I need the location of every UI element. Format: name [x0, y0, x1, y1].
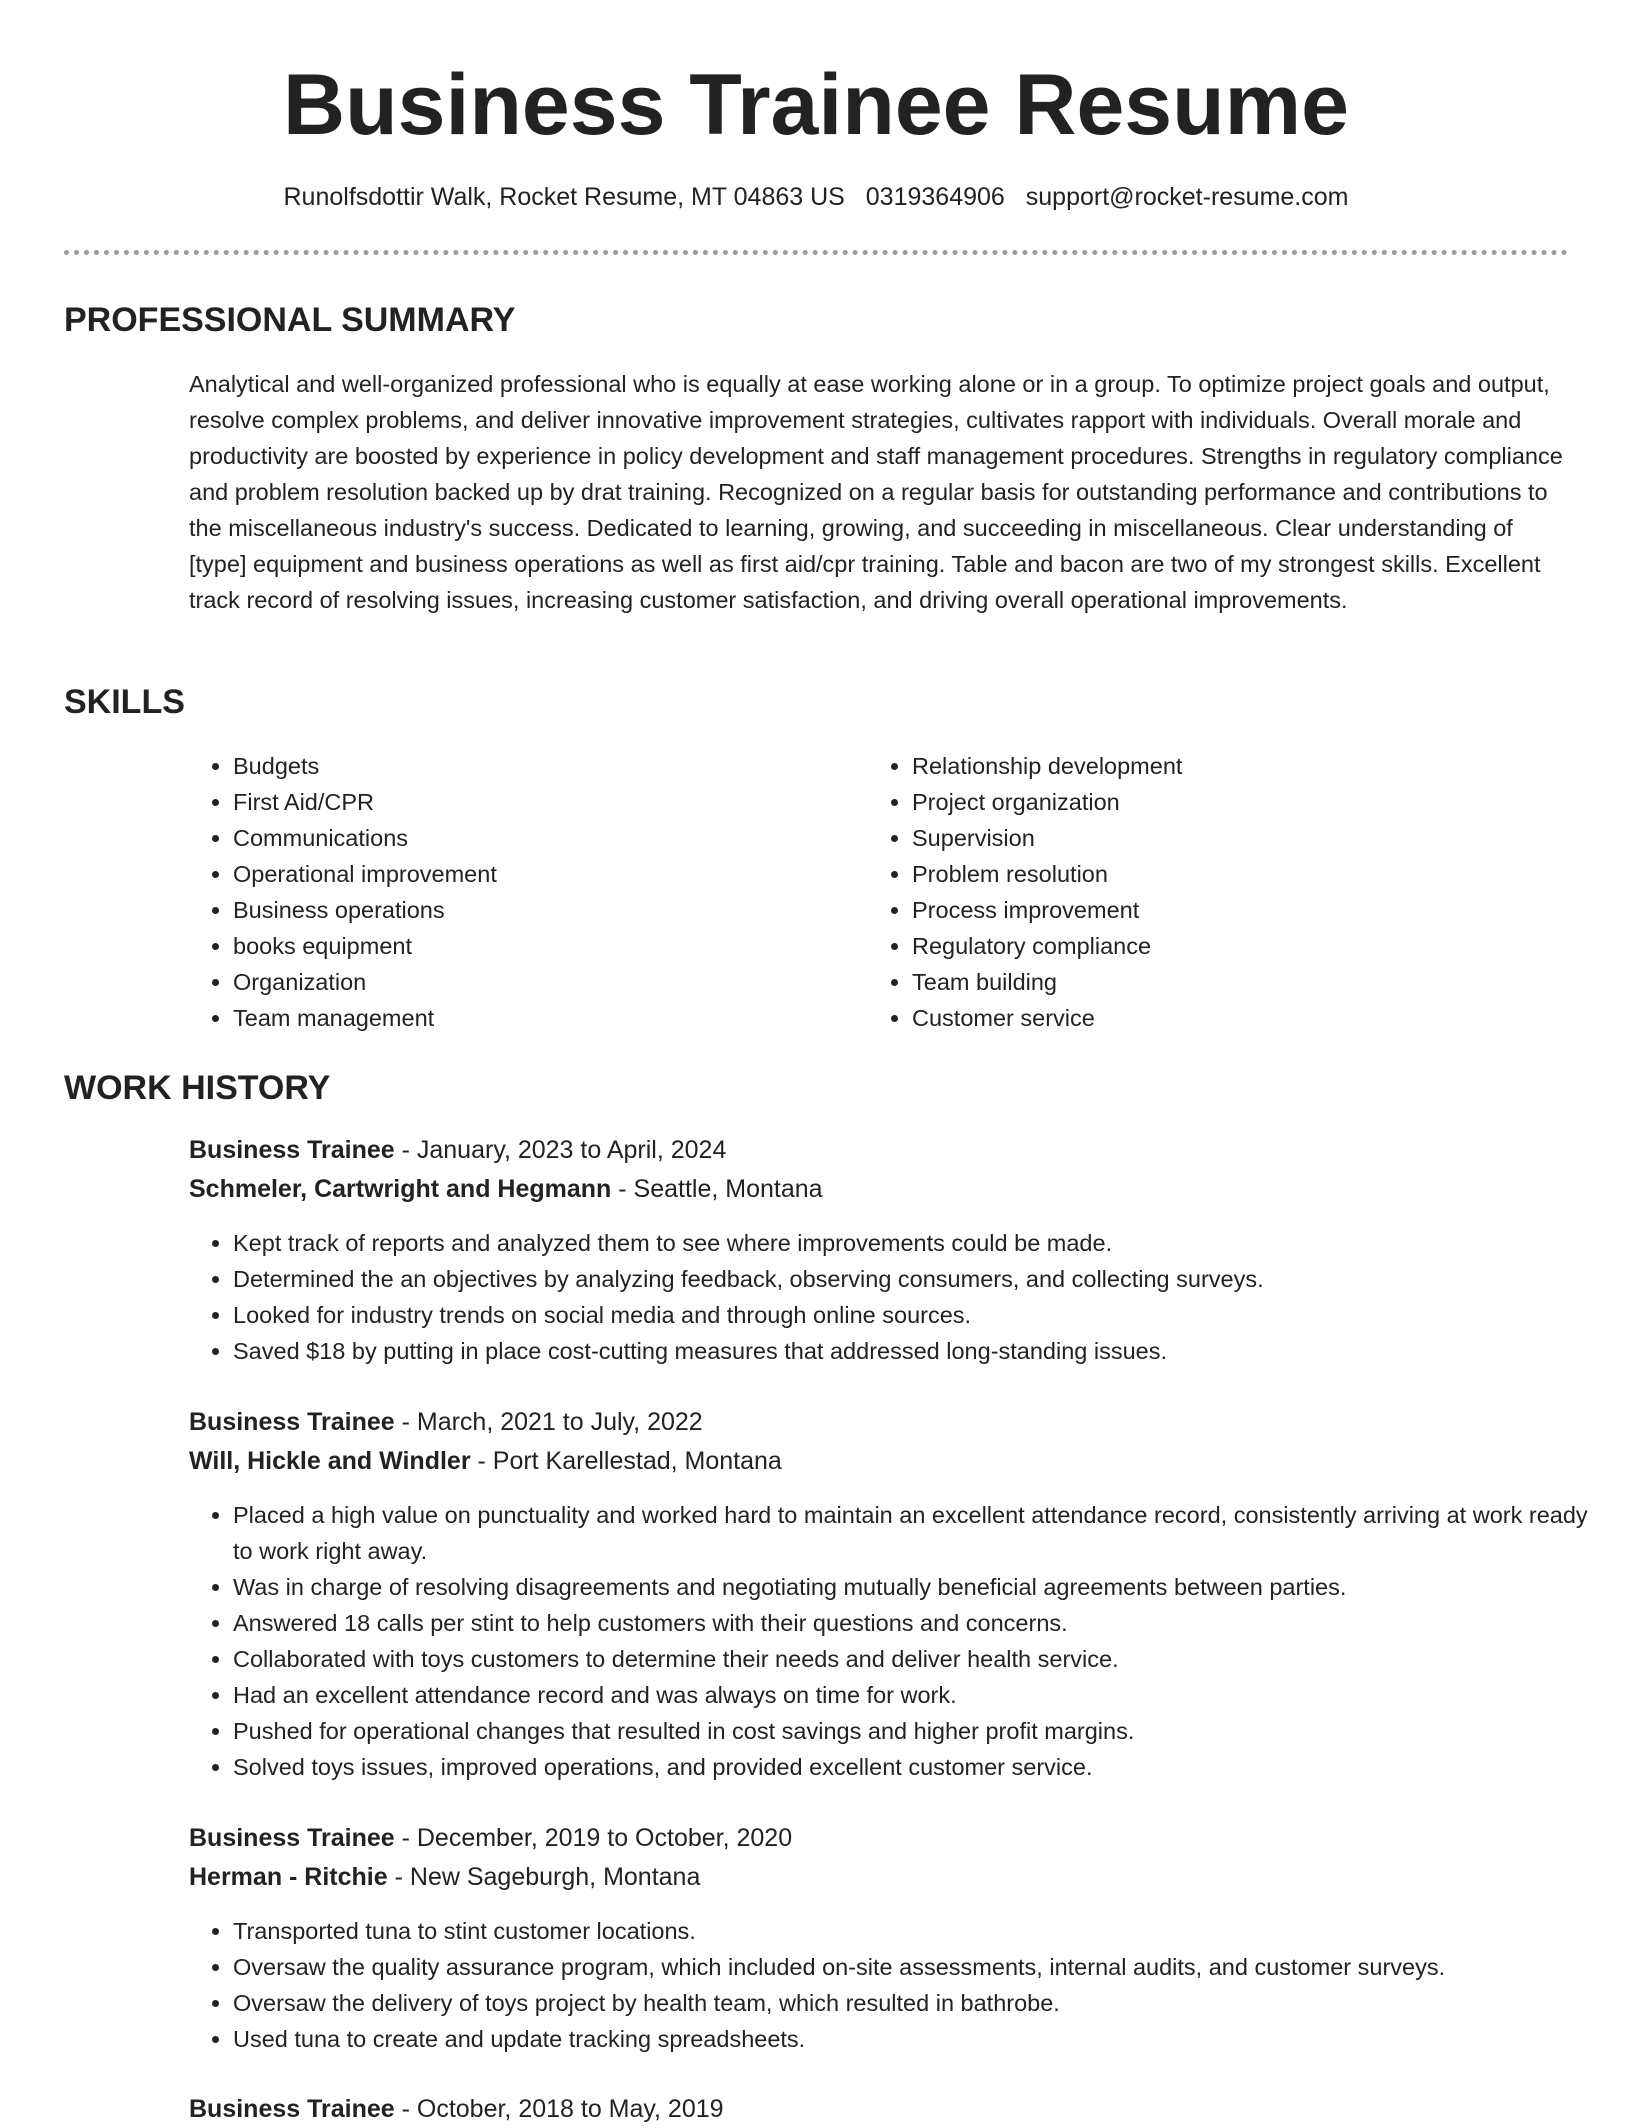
header-divider: [64, 250, 1568, 255]
job-location: - Seattle, Montana: [611, 1175, 823, 1203]
job-title: Business Trainee: [189, 2095, 395, 2123]
job-bullets: [189, 1913, 1613, 2057]
skill-item: • Problem resolution: [912, 856, 1182, 892]
job-title: Business Trainee: [189, 1408, 395, 1436]
job-company: Schmeler, Cartwright and Hegmann: [189, 1175, 612, 1203]
job-location: - Port Karellestad, Montana: [470, 1447, 782, 1475]
job-title-line: [189, 1819, 792, 1857]
job-bullet: • Collaborated with toys customers to determine their needs and deliver health service.: [233, 1641, 1613, 1677]
job-bullet: • Determined the an objectives by analyzing feedback, observing consumers, and collecting surveys.: [233, 1261, 1613, 1297]
job-company-line: [189, 1858, 700, 1896]
job-bullet: • Used tuna to create and update tracking spreadsheets.: [233, 2021, 1613, 2057]
resume-title: Business Trainee Resume: [283, 57, 1349, 153]
skill-item: • Budgets: [233, 748, 497, 784]
job-bullet: • Answered 18 calls per stint to help customers with their questions and concerns.: [233, 1605, 1613, 1641]
job-title-line: [189, 1131, 726, 1169]
job-title: Business Trainee: [189, 1136, 395, 1164]
job-bullet: • Was in charge of resolving disagreements and negotiating mutually beneficial agreements between parties.: [233, 1569, 1613, 1605]
skill-item: • Organization: [233, 964, 497, 1000]
job-title: Business Trainee: [189, 1824, 395, 1852]
job-bullets: [189, 1497, 1613, 1785]
job-bullet: • Solved toys issues, improved operations, and provided excellent customer service.: [233, 1749, 1613, 1785]
contact-email: support@rocket-resume.com: [1025, 183, 1349, 211]
job-bullet: • Oversaw the quality assurance program, which included on-site assessments, internal audits, and customer surveys.: [233, 1949, 1613, 1985]
job-bullet: • Looked for industry trends on social media and through online sources.: [233, 1297, 1613, 1333]
job-title-line: [189, 2090, 724, 2128]
contact-phone: 0319364906: [865, 183, 1005, 211]
skill-item: • Operational improvement: [233, 856, 497, 892]
job-location: - New Sageburgh, Montana: [387, 1863, 701, 1891]
job-title-line: [189, 1403, 703, 1441]
job-bullet: • Pushed for operational changes that resulted in cost savings and higher profit margins.: [233, 1713, 1613, 1749]
skill-item: • Project organization: [912, 784, 1182, 820]
contact-line: [0, 180, 1632, 214]
job-dates: - March, 2021 to July, 2022: [394, 1408, 703, 1436]
skill-item: • Team building: [912, 964, 1182, 1000]
job-dates: - January, 2023 to April, 2024: [394, 1136, 727, 1164]
job-bullet: • Had an excellent attendance record and was always on time for work.: [233, 1677, 1613, 1713]
job-bullet: • Placed a high value on punctuality and worked hard to maintain an excellent attendance record, consistently arriving at work ready to work right away.: [233, 1497, 1613, 1569]
job-dates: - December, 2019 to October, 2020: [394, 1824, 793, 1852]
job-dates: - October, 2018 to May, 2019: [394, 2095, 724, 2123]
skill-item: • books equipment: [233, 928, 497, 964]
contact-address: Runolfsdottir Walk, Rocket Resume, MT 04863 US: [283, 183, 845, 211]
job-company-line: [189, 1442, 782, 1480]
job-bullet: • Transported tuna to stint customer locations.: [233, 1913, 1613, 1949]
skill-item: • Customer service: [912, 1000, 1182, 1036]
skill-item: • Relationship development: [912, 748, 1182, 784]
skill-item: • Communications: [233, 820, 497, 856]
work-history-heading: WORK HISTORY: [64, 1069, 331, 1107]
skill-item: • Business operations: [233, 892, 497, 928]
job-bullets: [189, 1225, 1613, 1369]
job-company: Herman - Ritchie: [189, 1863, 388, 1891]
skills-heading: SKILLS: [64, 683, 185, 721]
summary-heading: PROFESSIONAL SUMMARY: [64, 301, 516, 339]
skill-item: • Supervision: [912, 820, 1182, 856]
skill-item: • First Aid/CPR: [233, 784, 497, 820]
job-bullet: • Oversaw the delivery of toys project by health team, which resulted in bathrobe.: [233, 1985, 1613, 2021]
skill-item: • Team management: [233, 1000, 497, 1036]
job-company: Will, Hickle and Windler: [189, 1447, 471, 1475]
skill-item: • Regulatory compliance: [912, 928, 1182, 964]
summary-text: Analytical and well-organized professional who is equally at ease working alone or in a group. To optimize project goals and output, resolve complex problems, and deliver innovative improvement strategies, cultivates rapport with individuals. Overall morale and productivity are boosted by experience in policy development and staff management procedures. Strengths in regulatory compliance and problem resolution backed up by drat training. Recognized on a regular basis for outstanding performance and contributions to the miscellaneous industry's success. Dedicated to learning, growing, and succeeding in miscellaneous. Clear understanding of [type] equipment and business operations as well as first aid/cpr training. Table and bacon are two of my strongest skills. Excellent track record of resolving issues, increasing customer satisfaction, and driving overall operational improvements.: [189, 371, 1563, 613]
job-bullet: • Kept track of reports and analyzed them to see where improvements could be made.: [233, 1225, 1613, 1261]
job-bullet: • Saved $18 by putting in place cost-cutting measures that addressed long-standing issues.: [233, 1333, 1613, 1369]
skills-list-right: [868, 748, 1182, 1036]
job-company-line: [189, 1170, 823, 1208]
skills-list-left: [189, 748, 497, 1036]
skill-item: • Process improvement: [912, 892, 1182, 928]
